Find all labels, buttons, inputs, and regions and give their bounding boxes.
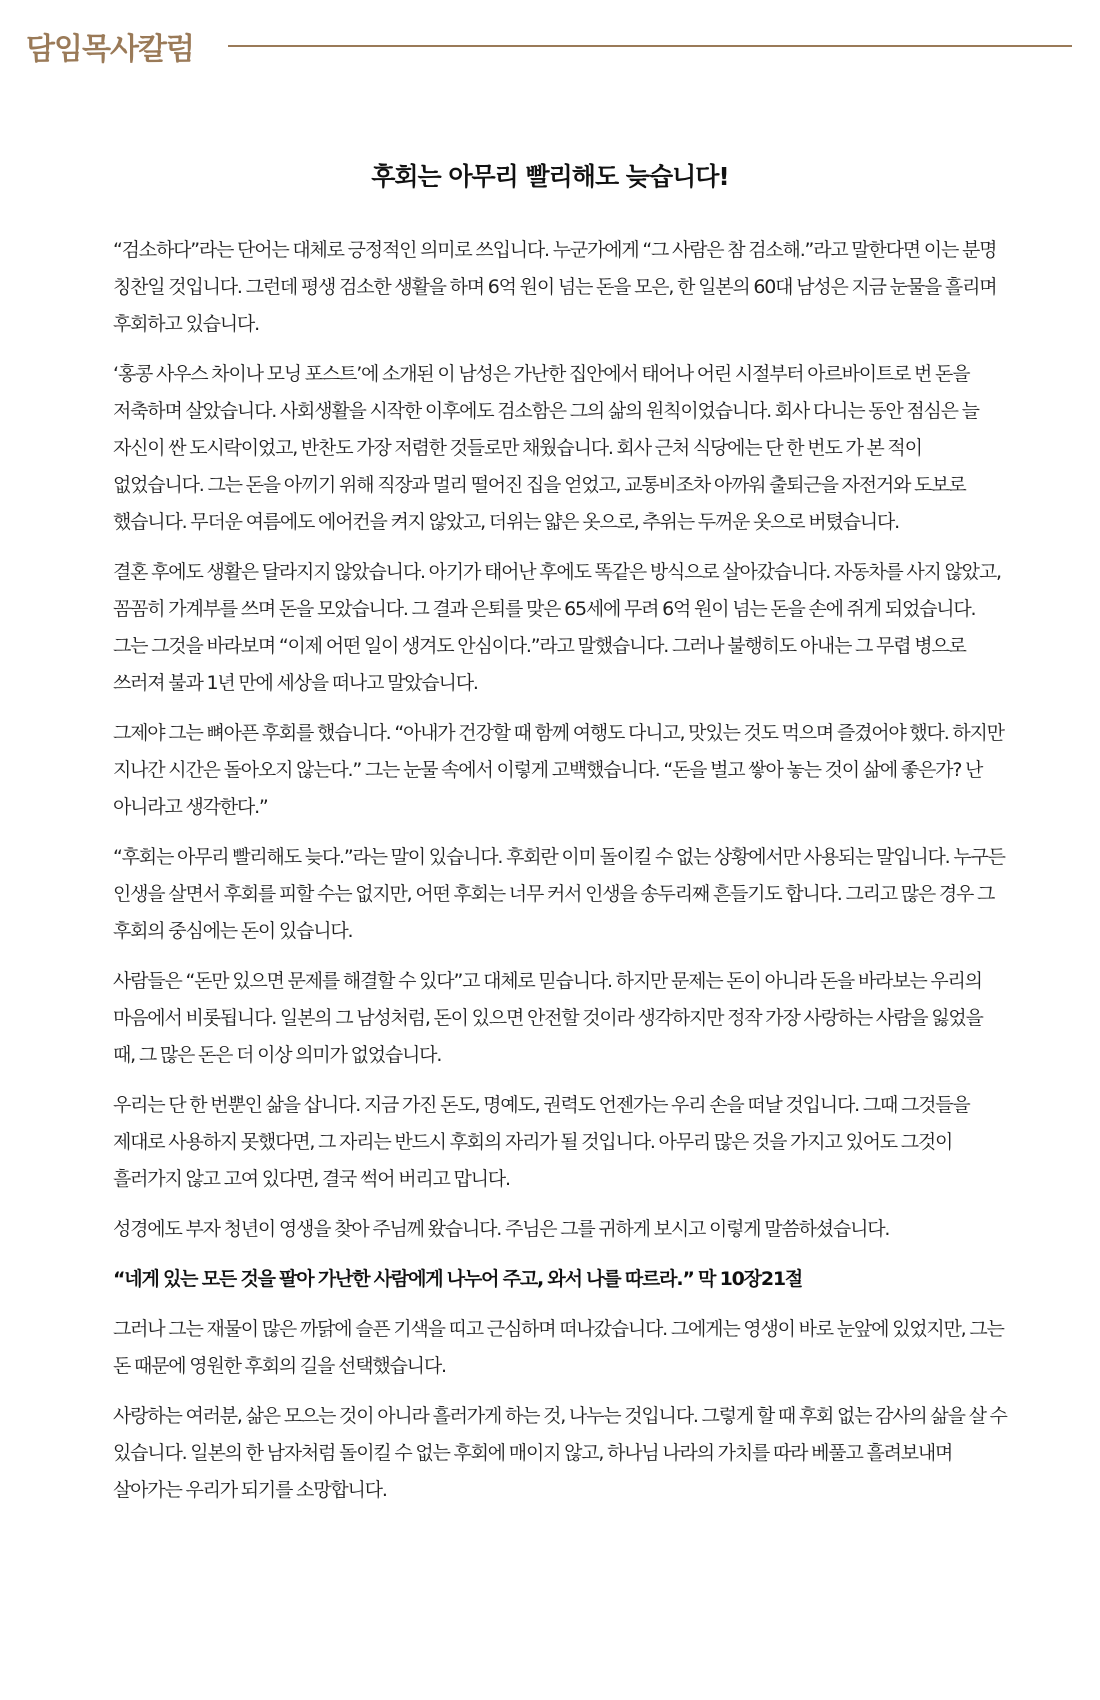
column-header bbox=[26, 18, 1072, 74]
paragraph-10: 그러나 그는 재물이 많은 까닭에 슬픈 기색을 띠고 근심하며 떠나갔습니다. 그에게는 영생이 바로 눈앞에 있었지만, 그는 돈 때문에 영원한 후회의 길을 선택했습니다. bbox=[113, 1318, 1004, 1377]
paragraph-4: 그제야 그는 뼈아픈 후회를 했습니다. “아내가 건강할 때 함께 여행도 다니고, 맛있는 것도 먹으며 즐겼어야 했다. 하지만 지나간 시간은 돌아오지 않는다.” 그는 눈물 속에서 이렇게 고백했습니다. “돈을 벌고 쌓아 놓는 것이 삶에 좋은가? 난 아니라고 생각한다.” bbox=[113, 722, 1004, 818]
header-divider bbox=[228, 45, 1072, 47]
column-title: 담임목사칼럼 bbox=[26, 32, 194, 67]
paragraph-5: “후회는 아무리 빨리해도 늦다.”라는 말이 있습니다. 후회란 이미 돌이킬 수 없는 상황에서만 사용되는 말입니다. 누구든 인생을 살면서 후회를 피할 수는 없지만, 어떤 후회는 너무 커서 인생을 송두리째 흔들기도 합니다. 그리고 많은 경우 그 후회의 중심에는 돈이 있습니다. bbox=[113, 846, 1005, 942]
paragraph-7: 우리는 단 한 번뿐인 삶을 삽니다. 지금 가진 돈도, 명예도, 권력도 언젠가는 우리 손을 떠날 것입니다. 그때 그것들을 제대로 사용하지 못했다면, 그 자리는 반드시 후회의 자리가 될 것입니다. 아무리 많은 것을 가지고 있어도 그것이 흘러가지 않고 고여 있다면, 결국 썩어 버리고 맙니다. bbox=[113, 1094, 970, 1190]
paragraph-6: 사람들은 “돈만 있으면 문제를 해결할 수 있다”고 대체로 믿습니다. 하지만 문제는 돈이 아니라 돈을 바라보는 우리의 마음에서 비롯됩니다. 일본의 그 남성처럼, 돈이 있으면 안전할 것이라 생각하지만 정작 가장 사랑하는 사람을 잃었을 때, 그 많은 돈은 더 이상 의미가 없었습니다. bbox=[113, 970, 983, 1066]
article-body bbox=[113, 232, 1007, 1522]
paragraph-8: 성경에도 부자 청년이 영생을 찾아 주님께 왔습니다. 주님은 그를 귀하게 보시고 이렇게 말씀하셨습니다. bbox=[113, 1218, 890, 1240]
scripture-quote: “네게 있는 모든 것을 팔아 가난한 사람에게 나누어 주고, 와서 나를 따르라.” 막 10장21절 bbox=[113, 1268, 803, 1290]
paragraph-3: 결혼 후에도 생활은 달라지지 않았습니다. 아기가 태어난 후에도 똑같은 방식으로 살아갔습니다. 자동차를 사지 않았고, 꼼꼼히 가계부를 쓰며 돈을 모았습니다. 그 결과 은퇴를 맞은 65세에 무려 6억 원이 넘는 돈을 손에 쥐게 되었습니다. 그는 그것을 바라보며 “이제 어떤 일이 생겨도 안심이다.”라고 말했습니다. 그러나 불행히도 아내는 그 무렵 병으로 쓰러져 불과 1년 만에 세상을 떠나고 말았습니다. bbox=[113, 561, 1001, 694]
paragraph-2: ‘홍콩 사우스 차이나 모닝 포스트’에 소개된 이 남성은 가난한 집안에서 태어나 어린 시절부터 아르바이트로 번 돈을 저축하며 살았습니다. 사회생활을 시작한 이후에도 검소함은 그의 삶의 원칙이었습니다. 회사 다니는 동안 점심은 늘 자신이 싼 도시락이었고, 반찬도 가장 저렴한 것들로만 채웠습니다. 회사 근처 식당에는 단 한 번도 가 본 적이 없었습니다. 그는 돈을 아끼기 위해 직장과 멀리 떨어진 집을 얻었고, 교통비조차 아까워 출퇴근을 자전거와 도보로 했습니다. 무더운 여름에도 에어컨을 켜지 않았고, 더위는 얇은 옷으로, 추위는 두꺼운 옷으로 버텼습니다. bbox=[113, 363, 979, 533]
paragraph-11: 사랑하는 여러분, 삶은 모으는 것이 아니라 흘러가게 하는 것, 나누는 것입니다. 그렇게 할 때 후회 없는 감사의 삶을 살 수 있습니다. 일본의 한 남자처럼 돌이킬 수 없는 후회에 매이지 않고, 하나님 나라의 가치를 따라 베풀고 흘려보내며 살아가는 우리가 되기를 소망합니다. bbox=[113, 1405, 1007, 1501]
article-title: 후회는 아무리 빨리해도 늦습니다! bbox=[371, 161, 729, 191]
paragraph-1: “검소하다”라는 단어는 대체로 긍정적인 의미로 쓰입니다. 누군가에게 “그 사람은 참 검소해.”라고 말한다면 이는 분명 칭찬일 것입니다. 그런데 평생 검소한 생활을 하며 6억 원이 넘는 돈을 모은, 한 일본의 60대 남성은 지금 눈물을 흘리며 후회하고 있습니다. bbox=[113, 239, 997, 335]
